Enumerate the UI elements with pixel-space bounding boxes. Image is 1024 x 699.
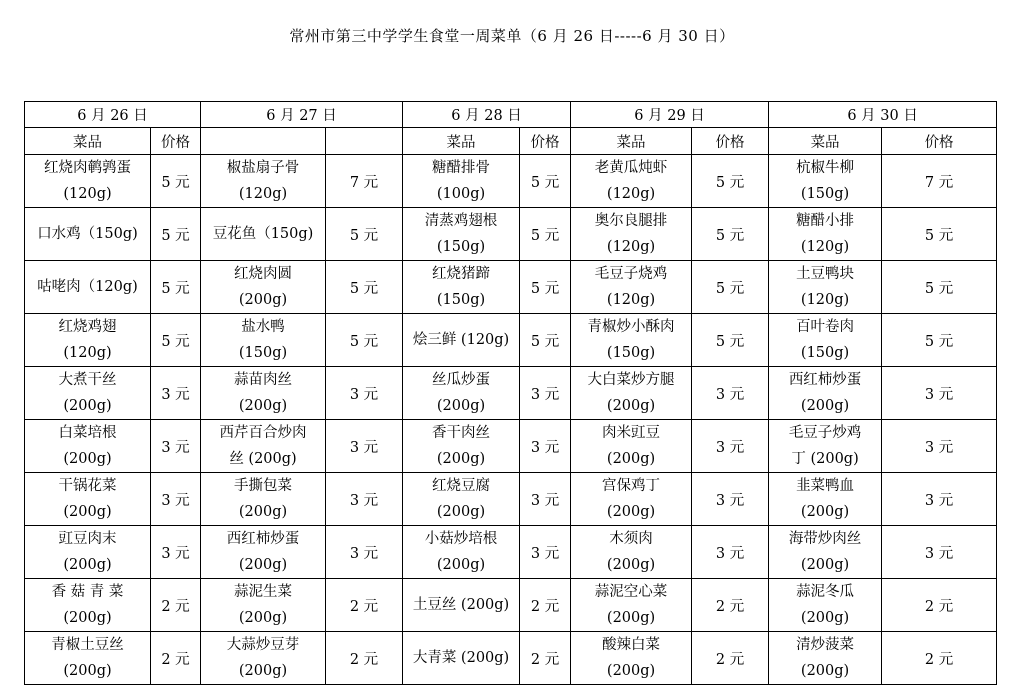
dish-cell [769,261,882,314]
price-column-header [326,128,403,155]
dish-portion: (200g) [63,610,112,626]
dish-cell [25,367,151,420]
dish-name: 小菇炒培根 [424,531,498,547]
dish-name: 糖醋小排 [796,213,855,229]
dish-name: 百叶卷肉 [796,319,855,335]
dish-portion: (150g) [606,345,656,361]
dish-cell [201,367,326,420]
dish-name: 清蒸鸡翅根 [424,213,498,229]
price-cell: 3 元 [882,420,997,473]
dish-portion: (200g) [63,451,112,467]
dish-portion: 丝 (200g) [229,451,297,467]
dish-cell [571,473,692,526]
price-cell: 5 元 [882,314,997,367]
dish-name: 丝瓜炒蛋 [432,372,491,388]
price-cell: 5 元 [151,314,201,367]
dish-cell [403,473,520,526]
dish-name: 西芹百合炒肉 [219,425,307,441]
dish-name: 蒜苗肉丝 [234,372,293,388]
table-row [25,261,997,314]
dish-name: 清炒菠菜 [796,637,855,653]
dish-cell [25,314,151,367]
dish-cell [25,526,151,579]
dish-cell [403,314,520,367]
price-cell: 3 元 [520,526,571,579]
dish-cell [769,420,882,473]
dish-cell [571,367,692,420]
dish-cell [201,155,326,208]
dish-portion: (200g) [800,610,850,626]
dish-portion: (200g) [436,557,486,573]
dish-portion: (200g) [436,504,486,520]
dish-cell [201,314,326,367]
dish-portion: (200g) [63,557,112,573]
dish-name: 西红柿炒蛋 [226,531,300,547]
price-cell: 5 元 [326,314,403,367]
dish-cell [769,632,882,685]
price-cell: 5 元 [326,208,403,261]
table-row [25,367,997,420]
dish-name: 香干肉丝 [432,425,491,441]
table-row [25,420,997,473]
table-row [25,526,997,579]
dish-portion: (200g) [606,504,656,520]
price-cell: 5 元 [326,261,403,314]
dish-portion: 丁 (200g) [791,451,859,467]
price-column-header: 价格 [692,128,769,155]
date-header: 6 月 28 日 [403,102,571,128]
dish-name: 海带炒肉丝 [788,531,862,547]
price-cell: 2 元 [882,632,997,685]
dish-portion: (200g) [436,451,486,467]
price-cell: 3 元 [520,367,571,420]
dish-name: 韭菜鸭血 [796,478,855,494]
price-cell: 3 元 [692,473,769,526]
dish-name: 毛豆子烧鸡 [594,266,668,282]
price-column-header: 价格 [882,128,997,155]
price-cell: 5 元 [692,155,769,208]
price-cell: 7 元 [326,155,403,208]
dish-name: 白菜培根 [58,425,117,441]
price-cell: 3 元 [326,420,403,473]
dish-cell [769,473,882,526]
dish-name: 土豆鸭块 [796,266,855,282]
price-cell: 5 元 [151,208,201,261]
dish-portion: (120g) [606,239,656,255]
dish-portion: (200g) [606,398,656,414]
dish-name: 糖醋排骨 [432,160,491,176]
dish-cell [25,208,151,261]
price-cell: 5 元 [692,314,769,367]
dish-name: 宫保鸡丁 [602,478,661,494]
price-cell: 5 元 [520,261,571,314]
dish-cell [769,579,882,632]
dish-cell [769,367,882,420]
price-cell: 3 元 [326,367,403,420]
dish-cell [403,632,520,685]
dish-cell [769,314,882,367]
dish-name: 青椒土豆丝 [51,637,124,653]
dish-portion: (120g) [238,186,288,202]
dish-name: 豆花鱼（150g) [212,226,314,242]
dish-cell [769,526,882,579]
dish-name: 奥尔良腿排 [594,213,668,229]
dish-cell [25,155,151,208]
dish-cell [201,632,326,685]
dish-name: 老黄瓜炖虾 [594,160,668,176]
dish-name: 青椒炒小酥肉 [587,319,675,335]
dish-name: 大蒜炒豆芽 [226,637,300,653]
dish-cell [403,208,520,261]
dish-cell [25,473,151,526]
price-cell: 7 元 [882,155,997,208]
dish-portion: (150g) [800,345,850,361]
dish-cell [403,526,520,579]
price-cell: 2 元 [692,632,769,685]
dish-name: 椒盐扇子骨 [226,160,300,176]
dish-name: 大青菜 (200g) [412,650,510,666]
dish-name: 红烧肉鹌鹑蛋 [44,160,131,176]
price-cell: 5 元 [151,261,201,314]
dish-name: 盐水鸭 [241,319,285,335]
dish-name: 豇豆肉末 [58,531,117,547]
dish-portion: (200g) [238,610,288,626]
price-cell: 3 元 [151,526,201,579]
page-title: 常州市第三中学学生食堂一周菜单（6 月 26 日-----6 月 30 日） [289,27,735,45]
dish-column-header: 菜品 [25,128,151,155]
price-cell: 5 元 [882,208,997,261]
dish-name: 红烧鸡翅 [58,319,117,335]
dish-cell [201,420,326,473]
dish-cell [571,314,692,367]
dish-cell [201,208,326,261]
price-cell: 5 元 [692,208,769,261]
dish-cell [403,155,520,208]
dish-column-header [201,128,326,155]
dish-portion: (200g) [800,398,850,414]
dish-name: 杭椒牛柳 [796,160,855,176]
dish-name: 西红柿炒蛋 [788,372,862,388]
table-row [25,314,997,367]
dish-cell [201,261,326,314]
price-cell: 3 元 [151,420,201,473]
price-cell: 3 元 [692,526,769,579]
price-cell: 5 元 [692,261,769,314]
dish-cell [25,420,151,473]
price-cell: 3 元 [520,420,571,473]
dish-portion: (120g) [800,239,850,255]
dish-portion: (200g) [800,663,850,679]
dish-portion: (150g) [436,239,486,255]
dish-name: 红烧豆腐 [432,478,491,494]
price-cell: 2 元 [326,579,403,632]
table-row [25,632,997,685]
price-cell: 3 元 [882,367,997,420]
table-row [25,155,997,208]
dish-portion: (200g) [800,557,850,573]
dish-cell [571,579,692,632]
dish-cell [571,208,692,261]
price-cell: 2 元 [151,632,201,685]
table-row [25,473,997,526]
dish-name: 红烧猪蹄 [432,266,491,282]
dish-portion: (200g) [238,663,288,679]
dish-column-header: 菜品 [571,128,692,155]
price-cell: 2 元 [520,632,571,685]
dish-name: 木须肉 [609,531,653,547]
price-cell: 5 元 [520,314,571,367]
date-header: 6 月 26 日 [25,102,201,128]
price-cell: 5 元 [520,208,571,261]
dish-portion: (120g) [63,186,112,202]
dish-name: 大白菜炒方腿 [587,372,675,388]
dish-portion: (200g) [606,557,656,573]
price-cell: 2 元 [882,579,997,632]
dish-portion: (200g) [606,610,656,626]
dish-portion: (120g) [800,292,850,308]
table-row [25,208,997,261]
price-cell: 3 元 [692,367,769,420]
dish-name: 土豆丝 (200g) [412,597,510,613]
dish-portion: (200g) [800,504,850,520]
dish-cell [403,420,520,473]
dish-cell [403,367,520,420]
price-column-header: 价格 [520,128,571,155]
dish-name: 干锅花菜 [58,478,117,494]
dish-portion: (100g) [436,186,486,202]
dish-portion: (200g) [238,557,288,573]
price-cell: 5 元 [520,155,571,208]
dish-name: 酸辣白菜 [602,637,661,653]
dish-portion: (200g) [63,663,112,679]
dish-portion: (200g) [63,398,112,414]
dish-cell [25,261,151,314]
price-cell: 3 元 [151,473,201,526]
dish-name: 蒜泥空心菜 [594,584,668,600]
price-cell: 3 元 [151,367,201,420]
dish-name: 蒜泥冬瓜 [796,584,855,600]
dish-cell [201,473,326,526]
dish-column-header: 菜品 [769,128,882,155]
weekly-menu-table [24,101,997,685]
dish-cell [201,579,326,632]
dish-cell [769,208,882,261]
price-cell: 3 元 [692,420,769,473]
dish-portion: (200g) [606,451,656,467]
dish-portion: (200g) [436,398,486,414]
price-cell: 2 元 [326,632,403,685]
dish-cell [403,261,520,314]
dish-portion: (200g) [238,398,288,414]
dish-portion: (150g) [436,292,486,308]
dish-portion: (200g) [606,663,656,679]
dish-cell [571,261,692,314]
dish-name: 蒜泥生菜 [234,584,293,600]
dish-name: 红烧肉圆 [234,266,293,282]
date-header-row [25,102,997,128]
dish-cell [571,526,692,579]
dish-portion: (120g) [63,345,112,361]
dish-cell [25,579,151,632]
dish-cell [571,155,692,208]
dish-name: 肉米豇豆 [602,425,661,441]
dish-name: 咕咾肉（120g) [37,279,138,295]
dish-cell [403,579,520,632]
column-header-row [25,128,997,155]
date-header: 6 月 27 日 [201,102,403,128]
dish-portion: (200g) [238,504,288,520]
dish-portion: (120g) [606,292,656,308]
table-row [25,579,997,632]
dish-name: 手撕包菜 [234,478,293,494]
dish-name: 大煮干丝 [58,372,117,388]
price-cell: 2 元 [692,579,769,632]
price-cell: 3 元 [326,526,403,579]
dish-name: 毛豆子炒鸡 [788,425,862,441]
date-header: 6 月 30 日 [769,102,997,128]
price-cell: 5 元 [151,155,201,208]
dish-cell [571,632,692,685]
dish-portion: (150g) [800,186,850,202]
dish-cell [25,632,151,685]
dish-portion: (200g) [238,292,288,308]
dish-cell [769,155,882,208]
dish-name: 烩三鲜 (120g) [412,332,510,348]
dish-column-header: 菜品 [403,128,520,155]
dish-portion: (200g) [63,504,112,520]
dish-cell [201,526,326,579]
dish-name: 口水鸡（150g) [37,226,138,242]
price-column-header: 价格 [151,128,201,155]
price-cell: 2 元 [520,579,571,632]
price-cell: 3 元 [326,473,403,526]
price-cell: 3 元 [520,473,571,526]
dish-portion: (120g) [606,186,656,202]
date-header: 6 月 29 日 [571,102,769,128]
dish-portion: (150g) [238,345,288,361]
price-cell: 5 元 [882,261,997,314]
price-cell: 3 元 [882,526,997,579]
price-cell: 3 元 [882,473,997,526]
dish-cell [571,420,692,473]
price-cell: 2 元 [151,579,201,632]
dish-name: 香 菇 青 菜 [51,584,124,600]
